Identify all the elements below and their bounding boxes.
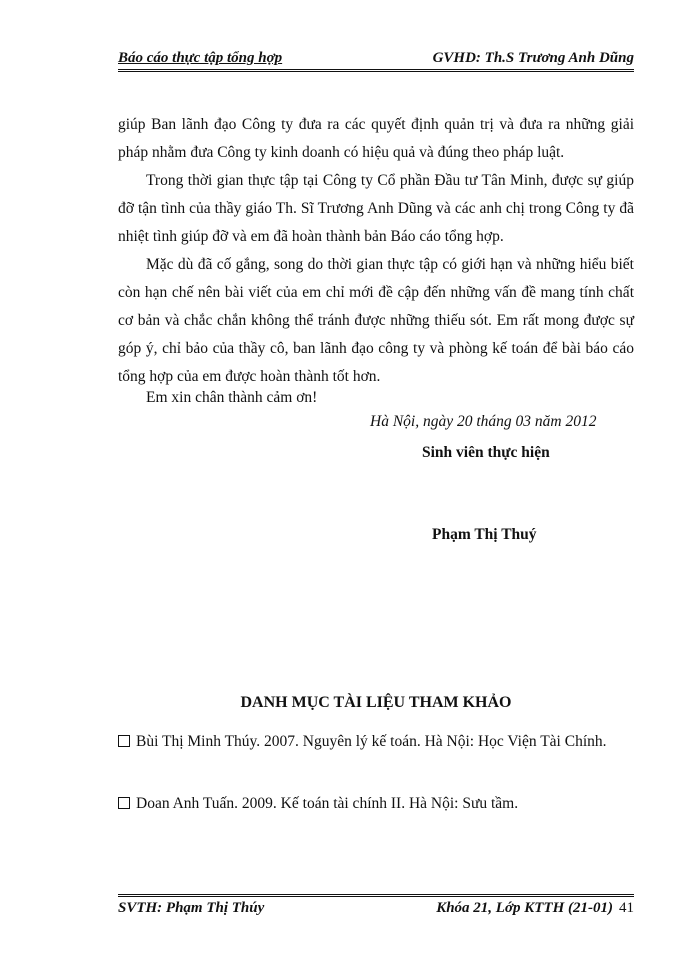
reference-item	[118, 790, 634, 818]
page-header	[118, 50, 634, 72]
paragraph-3: Mặc dù đã cố gắng, song do thời gian thực tập có giới hạn và những hiểu biết còn hạn chế nên bài viết của em chỉ mới đề cập đến những vấn đề mang tính chất cơ bản và chắc chắn không thể tránh được những thiếu sót. Em rất mong được sự góp ý, chỉ bảo của thầy cô, ban lãnh đạo công ty và phòng kế toán để bài báo cáo tổng hợp của em được hoàn thành tốt hơn.	[118, 256, 634, 385]
reference-item	[118, 728, 634, 756]
paragraph-1: giúp Ban lãnh đạo Công ty đưa ra các quyết định quản trị và đưa ra những giải pháp nhằm đưa Công ty kinh doanh có hiệu quả và đúng theo pháp luật.	[118, 116, 634, 161]
page-number: 41	[619, 900, 634, 916]
header-report-title: Báo cáo thực tập tổng hợp	[118, 50, 283, 66]
signature-role: Sinh viên thực hiện	[422, 444, 550, 461]
reference-text: Bùi Thị Minh Thúy. 2007. Nguyên lý kế toán. Hà Nội: Học Viện Tài Chính.	[136, 733, 607, 750]
reference-text: Doan Anh Tuấn. 2009. Kế toán tài chính II. Hà Nội: Sưu tầm.	[136, 795, 519, 812]
signature-date: Hà Nội, ngày 20 tháng 03 năm 2012	[370, 413, 597, 430]
header-advisor: GVHD: Th.S Trương Anh Dũng	[432, 50, 634, 66]
checkbox-icon	[118, 797, 130, 809]
signature-name: Phạm Thị Thuý	[432, 526, 537, 543]
checkbox-icon	[118, 735, 130, 747]
footer-student: SVTH: Phạm Thị Thúy	[118, 900, 265, 916]
page-footer	[118, 894, 634, 917]
paragraph-4: Em xin chân thành cảm ơn!	[146, 389, 318, 406]
paragraph-2: Trong thời gian thực tập tại Công ty Cổ phần Đầu tư Tân Minh, được sự giúp đỡ tận tình của thầy giáo Th. Sĩ Trương Anh Dũng và các anh chị trong Công ty đã nhiệt tình giúp đỡ và em đã hoàn thành bản Báo cáo tổng hợp.	[118, 172, 634, 245]
references-title: DANH MỤC TÀI LIỆU THAM KHẢO	[240, 694, 512, 711]
footer-class: Khóa 21, Lớp KTTH (21-01)	[436, 900, 613, 916]
